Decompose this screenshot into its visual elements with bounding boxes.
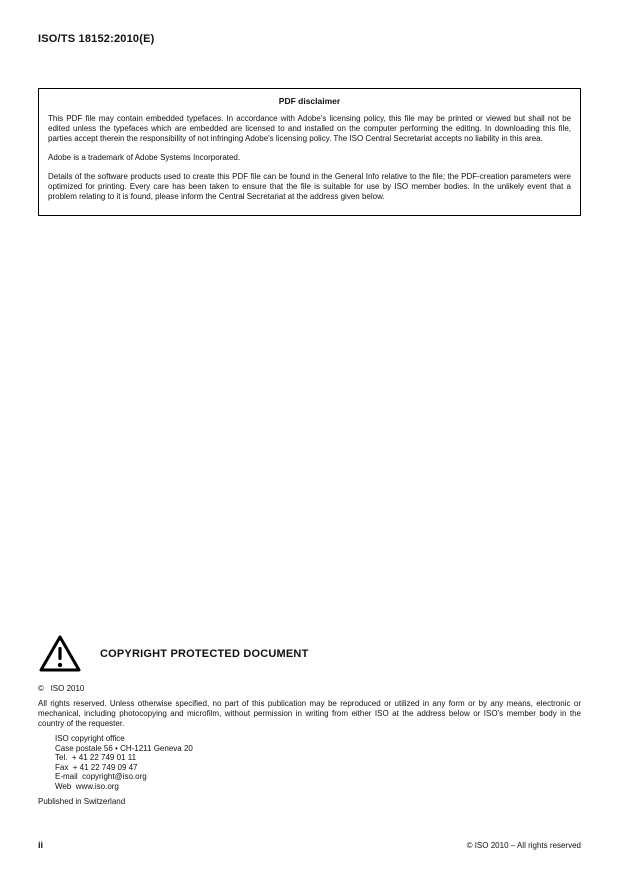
address-line-fax: Fax + 41 22 749 09 47 bbox=[55, 762, 138, 772]
published-line: Published in Switzerland bbox=[38, 797, 126, 806]
page-number: ii bbox=[38, 840, 44, 850]
copyright-body: All rights reserved. Unless otherwise specified, no part of this publication may be reproduced or utilized in any form or by any means, electronic or mechanical, including photocopying and microfilm, without permission in writing from either ISO at the address below or ISO's member body in the country of the requester. bbox=[38, 699, 581, 728]
page-footer bbox=[38, 840, 581, 850]
address-line-postal: Case postale 56 • CH-1211 Geneva 20 bbox=[55, 743, 193, 753]
address-line-email: E-mail copyright@iso.org bbox=[55, 772, 147, 781]
disclaimer-paragraph: Adobe is a trademark of Adobe Systems Incorporated. bbox=[48, 153, 241, 162]
disclaimer-paragraph: Details of the software products used to create this PDF file can be found in the General Info relative to the file; the PDF-creation parameters were optimized for printing. Every care has been taken to ensure that the file is suitable for use by ISO member bodies. In the unlikely event that a problem relating to it is found, please inform the Central Secretariat at the address given below. bbox=[48, 172, 571, 201]
pdf-disclaimer-box bbox=[38, 88, 581, 216]
warning-triangle-icon bbox=[38, 634, 82, 674]
address-line-tel: Tel. + 41 22 749 01 11 bbox=[55, 753, 137, 762]
copyright-heading: COPYRIGHT PROTECTED DOCUMENT bbox=[100, 648, 309, 660]
address-line-web: Web www.iso.org bbox=[55, 781, 119, 791]
address-line-office: ISO copyright office bbox=[55, 734, 125, 743]
document-reference: ISO/TS 18152:2010(E) bbox=[38, 33, 155, 45]
iso-address-block bbox=[55, 734, 581, 791]
copyright-section bbox=[38, 634, 581, 807]
footer-copyright: © ISO 2010 – All rights reserved bbox=[466, 841, 581, 850]
copyright-notice: © ISO 2010 bbox=[38, 684, 85, 693]
disclaimer-paragraph: This PDF file may contain embedded typefaces. In accordance with Adobe's licensing policy, this file may be printed or viewed but shall not be edited unless the typefaces which are embedded are licensed to and installed on the computer performing the editing. In downloading this file, parties accept therein the responsibility of not infringing Adobe's licensing policy. The ISO Central Secretariat accepts no liability in this area. bbox=[48, 114, 571, 143]
copyright-header-row bbox=[38, 634, 581, 674]
pdf-disclaimer-title: PDF disclaimer bbox=[278, 96, 341, 106]
